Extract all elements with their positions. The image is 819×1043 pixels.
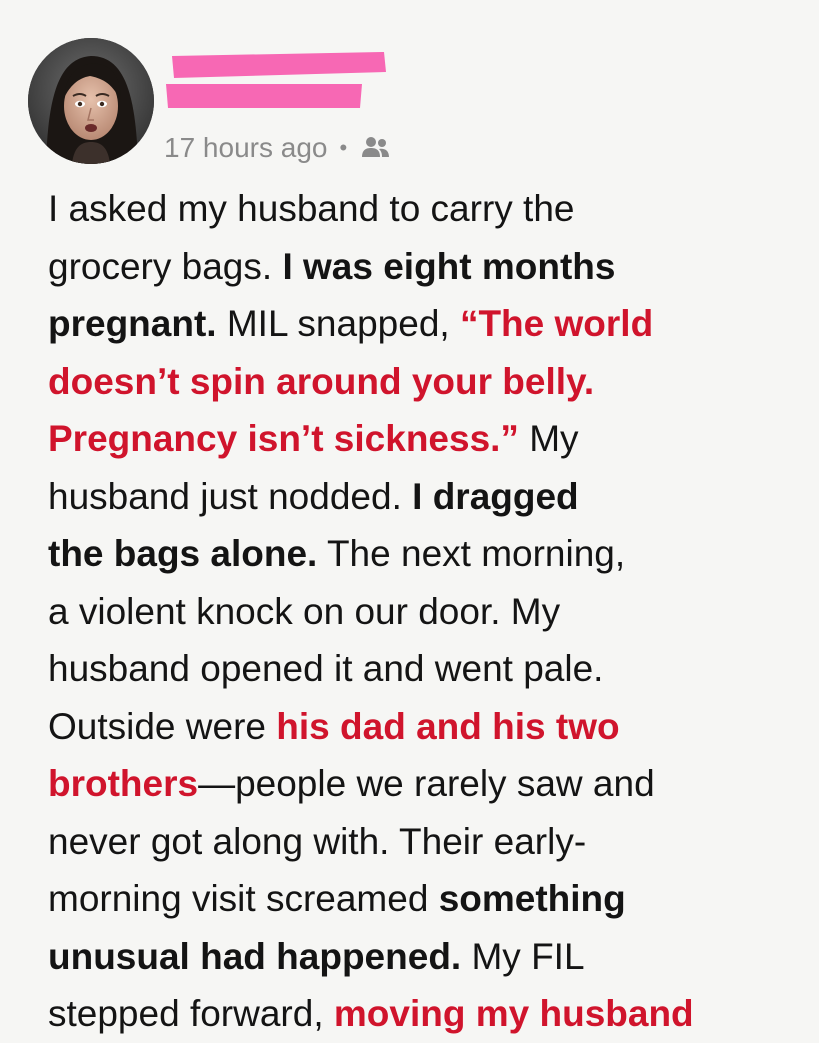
post-text-line: [48, 180, 808, 238]
post-text-line: [48, 410, 808, 468]
post-text-line: [48, 525, 808, 583]
text-segment: husband opened it and went pale.: [48, 648, 604, 689]
post-text-line: [48, 698, 808, 756]
bold-text: I was eight months: [282, 245, 616, 287]
post-text: [48, 180, 808, 1043]
post-text-line: [48, 468, 808, 526]
text-segment: stepped forward,: [48, 993, 334, 1034]
text-segment: The next morning,: [317, 533, 626, 574]
post-text-line: [48, 985, 808, 1043]
text-segment: My: [518, 418, 579, 459]
post-text-line: [48, 755, 808, 813]
text-segment: My FIL: [461, 935, 585, 977]
bold-text: I dragged: [412, 475, 579, 517]
text-segment: morning visit screamed: [48, 878, 439, 919]
bold-text: something: [438, 878, 626, 919]
post-timestamp[interactable]: 17 hours ago: [164, 132, 328, 163]
highlighted-text: Pregnancy isn’t sickness.”: [48, 418, 519, 459]
bold-text: pregnant.: [48, 303, 217, 344]
text-segment: Outside were: [48, 705, 277, 747]
friends-icon[interactable]: [359, 133, 393, 163]
post-text-line: [48, 583, 808, 641]
post-text-line: [48, 813, 808, 871]
bold-text: unusual had happened.: [48, 935, 462, 977]
avatar-image: [28, 38, 154, 164]
name-redaction: [166, 50, 396, 120]
post-text-line: [48, 640, 808, 698]
meta-separator: •: [339, 135, 348, 160]
text-segment: a violent knock on our door. My: [48, 590, 561, 632]
highlighted-text: moving my husband: [333, 993, 694, 1034]
bold-text: the bags alone.: [48, 533, 318, 574]
post-meta: [164, 128, 393, 168]
highlighted-text: brothers: [48, 763, 199, 804]
avatar[interactable]: [28, 38, 154, 164]
text-segment: —people we rarely saw and: [198, 763, 655, 804]
post-text-line: [48, 870, 808, 928]
text-segment: grocery bags.: [48, 245, 283, 287]
text-segment: husband just nodded.: [48, 475, 413, 517]
text-segment: never got along with. Their early-: [48, 820, 587, 862]
post-text-line: [48, 295, 808, 353]
post-text-line: [48, 928, 808, 986]
post-text-line: [48, 238, 808, 296]
highlighted-text: doesn’t spin around your belly.: [48, 360, 595, 402]
text-segment: I asked my husband to carry the: [48, 188, 575, 229]
highlighted-text: his dad and his two: [276, 705, 620, 747]
highlighted-text: “The world: [459, 303, 654, 344]
post-text-line: [48, 353, 808, 411]
text-segment: MIL snapped,: [216, 303, 460, 344]
